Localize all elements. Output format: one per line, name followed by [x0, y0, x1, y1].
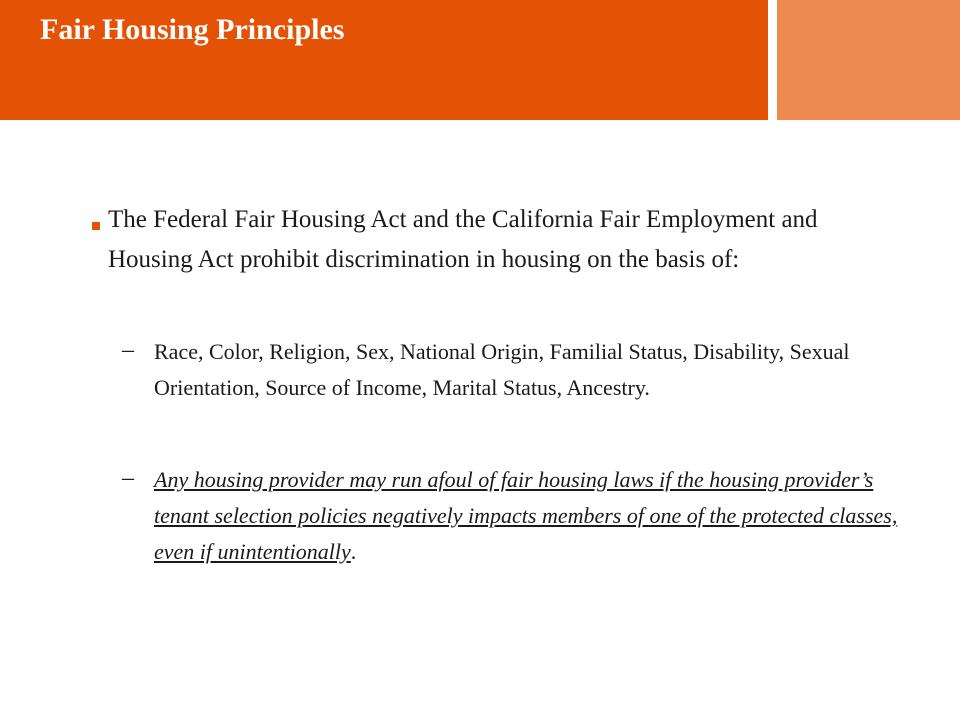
- dash-bullet-icon: –: [122, 337, 134, 363]
- square-bullet-icon: [92, 222, 100, 230]
- disparate-impact-note: [154, 462, 914, 570]
- slide-title: Fair Housing Principles: [40, 13, 345, 46]
- emphasized-note-text: Any housing provider may run afoul of fair housing laws if the housing provider’s tenant selection policies negatively impacts members of one of the protected classes, even if unintentionally: [154, 467, 898, 564]
- dash-bullet-icon: –: [122, 465, 134, 491]
- protected-classes-list: Race, Color, Religion, Sex, National Origin, Familial Status, Disability, Sexual Orientation, Source of Income, Marital Status, Ancestry.: [154, 339, 850, 400]
- main-bullet-text: The Federal Fair Housing Act and the California Fair Employment and Housing Act prohibit discrimination in housing on the basis of:: [108, 206, 818, 273]
- note-trailing-punctuation: .: [350, 539, 357, 564]
